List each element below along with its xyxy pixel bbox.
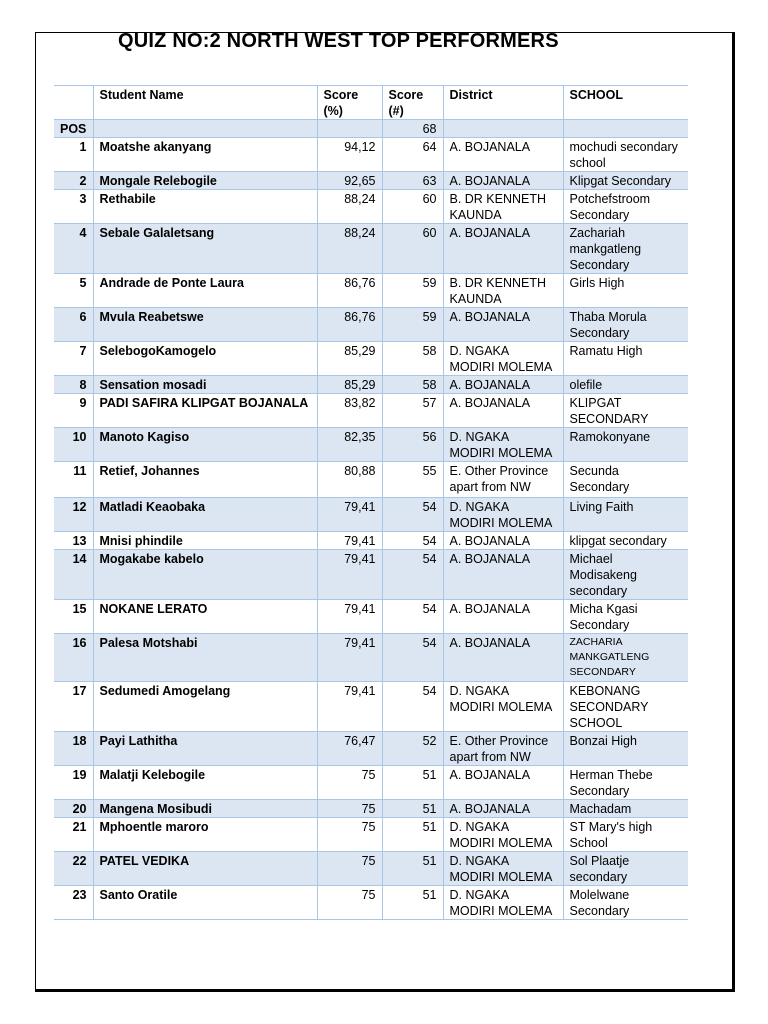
school-cell: Ramokonyane xyxy=(563,428,688,462)
pos-row xyxy=(54,120,688,138)
student-name-cell: Mangena Mosibudi xyxy=(93,800,317,818)
score-number-cell: 54 xyxy=(382,550,443,600)
table-row xyxy=(54,852,688,886)
position-cell: 11 xyxy=(54,462,93,498)
school-cell: ZACHARIA MANKGATLENG SECONDARY xyxy=(563,634,688,682)
table-row xyxy=(54,172,688,190)
district-cell: D. NGAKA MODIRI MOLEMA xyxy=(443,682,563,732)
score-percent-cell: 75 xyxy=(317,886,382,920)
student-name-cell: Palesa Motshabi xyxy=(93,634,317,682)
score-number-cell: 58 xyxy=(382,342,443,376)
table-row xyxy=(54,462,688,498)
score-percent-cell: 83,82 xyxy=(317,394,382,428)
results-table xyxy=(54,85,688,920)
student-name-cell: SelebogoKamogelo xyxy=(93,342,317,376)
table-row xyxy=(54,732,688,766)
table-row xyxy=(54,394,688,428)
position-cell: 23 xyxy=(54,886,93,920)
score-percent-cell: 76,47 xyxy=(317,732,382,766)
score-percent-cell: 75 xyxy=(317,766,382,800)
school-cell: Ramatu High xyxy=(563,342,688,376)
school-cell: Bonzai High xyxy=(563,732,688,766)
pos-row-empty xyxy=(443,120,563,138)
position-cell: 16 xyxy=(54,634,93,682)
student-name-cell: Malatji Kelebogile xyxy=(93,766,317,800)
student-name-cell: Sebale Galaletsang xyxy=(93,224,317,274)
position-cell: 3 xyxy=(54,190,93,224)
score-percent-cell: 79,41 xyxy=(317,498,382,532)
student-name-cell: Retief, Johannes xyxy=(93,462,317,498)
score-number-cell: 54 xyxy=(382,532,443,550)
table-row xyxy=(54,342,688,376)
header-pos xyxy=(54,86,93,120)
score-number-cell: 51 xyxy=(382,818,443,852)
student-name-cell: Sedumedi Amogelang xyxy=(93,682,317,732)
district-cell: A. BOJANALA xyxy=(443,766,563,800)
table-row xyxy=(54,766,688,800)
district-cell: A. BOJANALA xyxy=(443,634,563,682)
school-cell: Thaba Morula Secondary xyxy=(563,308,688,342)
district-cell: D. NGAKA MODIRI MOLEMA xyxy=(443,428,563,462)
district-cell: B. DR KENNETH KAUNDA xyxy=(443,190,563,224)
school-cell: KLIPGAT SECONDARY xyxy=(563,394,688,428)
student-name-cell: PATEL VEDIKA xyxy=(93,852,317,886)
pos-label: POS xyxy=(54,120,93,138)
score-number-cell: 51 xyxy=(382,852,443,886)
school-cell: Micha Kgasi Secondary xyxy=(563,600,688,634)
district-cell: E. Other Province apart from NW xyxy=(443,732,563,766)
school-cell: Michael Modisakeng secondary xyxy=(563,550,688,600)
district-cell: A. BOJANALA xyxy=(443,138,563,172)
table-row xyxy=(54,886,688,920)
school-cell: Machadam xyxy=(563,800,688,818)
score-number-cell: 58 xyxy=(382,376,443,394)
school-cell: Zachariah mankgatleng Secondary xyxy=(563,224,688,274)
score-number-cell: 54 xyxy=(382,682,443,732)
score-percent-cell: 82,35 xyxy=(317,428,382,462)
score-percent-cell: 88,24 xyxy=(317,224,382,274)
student-name-cell: NOKANE LERATO xyxy=(93,600,317,634)
table-row xyxy=(54,532,688,550)
position-cell: 10 xyxy=(54,428,93,462)
school-cell: Klipgat Secondary xyxy=(563,172,688,190)
student-name-cell: Moatshe akanyang xyxy=(93,138,317,172)
student-name-cell: Rethabile xyxy=(93,190,317,224)
position-cell: 7 xyxy=(54,342,93,376)
district-cell: A. BOJANALA xyxy=(443,800,563,818)
score-percent-cell: 79,41 xyxy=(317,550,382,600)
position-cell: 1 xyxy=(54,138,93,172)
score-number-cell: 60 xyxy=(382,224,443,274)
district-cell: B. DR KENNETH KAUNDA xyxy=(443,274,563,308)
table-row xyxy=(54,138,688,172)
score-number-cell: 51 xyxy=(382,800,443,818)
position-cell: 2 xyxy=(54,172,93,190)
score-number-cell: 51 xyxy=(382,886,443,920)
position-cell: 18 xyxy=(54,732,93,766)
district-cell: A. BOJANALA xyxy=(443,376,563,394)
table-row xyxy=(54,428,688,462)
district-cell: D. NGAKA MODIRI MOLEMA xyxy=(443,852,563,886)
student-name-cell: Payi Lathitha xyxy=(93,732,317,766)
table-row xyxy=(54,600,688,634)
school-cell: Herman Thebe Secondary xyxy=(563,766,688,800)
position-cell: 14 xyxy=(54,550,93,600)
student-name-cell: Mongale Relebogile xyxy=(93,172,317,190)
score-number-cell: 56 xyxy=(382,428,443,462)
school-cell: Molelwane Secondary xyxy=(563,886,688,920)
position-cell: 9 xyxy=(54,394,93,428)
table-row xyxy=(54,498,688,532)
table-row xyxy=(54,224,688,274)
total-score: 68 xyxy=(382,120,443,138)
district-cell: A. BOJANALA xyxy=(443,308,563,342)
score-number-cell: 57 xyxy=(382,394,443,428)
school-cell: mochudi secondary school xyxy=(563,138,688,172)
student-name-cell: Santo Oratile xyxy=(93,886,317,920)
score-number-cell: 54 xyxy=(382,600,443,634)
score-number-cell: 63 xyxy=(382,172,443,190)
position-cell: 17 xyxy=(54,682,93,732)
header-school: SCHOOL xyxy=(563,86,688,120)
school-cell: Girls High xyxy=(563,274,688,308)
score-number-cell: 60 xyxy=(382,190,443,224)
position-cell: 13 xyxy=(54,532,93,550)
position-cell: 21 xyxy=(54,818,93,852)
district-cell: D. NGAKA MODIRI MOLEMA xyxy=(443,818,563,852)
score-percent-cell: 79,41 xyxy=(317,532,382,550)
district-cell: A. BOJANALA xyxy=(443,600,563,634)
page-title: QUIZ NO:2 NORTH WEST TOP PERFORMERS xyxy=(118,30,559,52)
pos-row-empty xyxy=(93,120,317,138)
school-cell: Living Faith xyxy=(563,498,688,532)
score-number-cell: 64 xyxy=(382,138,443,172)
student-name-cell: Matladi Keaobaka xyxy=(93,498,317,532)
score-percent-cell: 80,88 xyxy=(317,462,382,498)
school-cell: KEBONANG SECONDARY SCHOOL xyxy=(563,682,688,732)
header-score-num-line1: Score xyxy=(388,88,424,102)
score-percent-cell: 75 xyxy=(317,852,382,886)
score-percent-cell: 88,24 xyxy=(317,190,382,224)
header-score-num xyxy=(382,86,443,120)
score-percent-cell: 79,41 xyxy=(317,634,382,682)
table-row xyxy=(54,376,688,394)
score-number-cell: 55 xyxy=(382,462,443,498)
school-cell: Sol Plaatje secondary xyxy=(563,852,688,886)
school-cell: klipgat secondary xyxy=(563,532,688,550)
position-cell: 12 xyxy=(54,498,93,532)
position-cell: 19 xyxy=(54,766,93,800)
student-name-cell: Mogakabe kabelo xyxy=(93,550,317,600)
school-cell: olefile xyxy=(563,376,688,394)
school-cell: ST Mary's high School xyxy=(563,818,688,852)
district-cell: A. BOJANALA xyxy=(443,532,563,550)
student-name-cell: Mvula Reabetswe xyxy=(93,308,317,342)
score-number-cell: 51 xyxy=(382,766,443,800)
score-percent-cell: 85,29 xyxy=(317,376,382,394)
position-cell: 22 xyxy=(54,852,93,886)
score-percent-cell: 75 xyxy=(317,818,382,852)
student-name-cell: Mnisi phindile xyxy=(93,532,317,550)
header-score-num-line2: (#) xyxy=(388,104,404,118)
score-percent-cell: 85,29 xyxy=(317,342,382,376)
score-number-cell: 54 xyxy=(382,498,443,532)
header-score-pct-line2: (%) xyxy=(323,104,343,118)
header-row xyxy=(54,86,688,120)
student-name-cell: PADI SAFIRA KLIPGAT BOJANALA xyxy=(93,394,317,428)
document-page xyxy=(35,32,735,992)
score-number-cell: 59 xyxy=(382,274,443,308)
position-cell: 4 xyxy=(54,224,93,274)
district-cell: A. BOJANALA xyxy=(443,224,563,274)
table-row xyxy=(54,682,688,732)
pos-row-empty xyxy=(563,120,688,138)
district-cell: A. BOJANALA xyxy=(443,172,563,190)
student-name-cell: Sensation mosadi xyxy=(93,376,317,394)
position-cell: 5 xyxy=(54,274,93,308)
header-score-pct-line1: Score xyxy=(323,88,359,102)
score-percent-cell: 92,65 xyxy=(317,172,382,190)
district-cell: D. NGAKA MODIRI MOLEMA xyxy=(443,886,563,920)
school-cell: Secunda Secondary xyxy=(563,462,688,498)
header-district: District xyxy=(443,86,563,120)
student-name-cell: Mphoentle maroro xyxy=(93,818,317,852)
position-cell: 20 xyxy=(54,800,93,818)
score-percent-cell: 75 xyxy=(317,800,382,818)
district-cell: A. BOJANALA xyxy=(443,550,563,600)
table-row xyxy=(54,634,688,682)
score-number-cell: 52 xyxy=(382,732,443,766)
district-cell: A. BOJANALA xyxy=(443,394,563,428)
table-row xyxy=(54,190,688,224)
header-student-name: Student Name xyxy=(93,86,317,120)
table-row xyxy=(54,550,688,600)
score-percent-cell: 86,76 xyxy=(317,308,382,342)
position-cell: 8 xyxy=(54,376,93,394)
student-name-cell: Andrade de Ponte Laura xyxy=(93,274,317,308)
score-percent-cell: 94,12 xyxy=(317,138,382,172)
score-percent-cell: 86,76 xyxy=(317,274,382,308)
table-row xyxy=(54,818,688,852)
district-cell: D. NGAKA MODIRI MOLEMA xyxy=(443,342,563,376)
position-cell: 6 xyxy=(54,308,93,342)
score-percent-cell: 79,41 xyxy=(317,600,382,634)
table-row xyxy=(54,800,688,818)
district-cell: D. NGAKA MODIRI MOLEMA xyxy=(443,498,563,532)
district-cell: E. Other Province apart from NW xyxy=(443,462,563,498)
table-row xyxy=(54,274,688,308)
score-percent-cell: 79,41 xyxy=(317,682,382,732)
position-cell: 15 xyxy=(54,600,93,634)
pos-row-empty xyxy=(317,120,382,138)
student-name-cell: Manoto Kagiso xyxy=(93,428,317,462)
school-cell: Potchefstroom Secondary xyxy=(563,190,688,224)
table-row xyxy=(54,308,688,342)
score-number-cell: 59 xyxy=(382,308,443,342)
score-number-cell: 54 xyxy=(382,634,443,682)
header-score-pct xyxy=(317,86,382,120)
